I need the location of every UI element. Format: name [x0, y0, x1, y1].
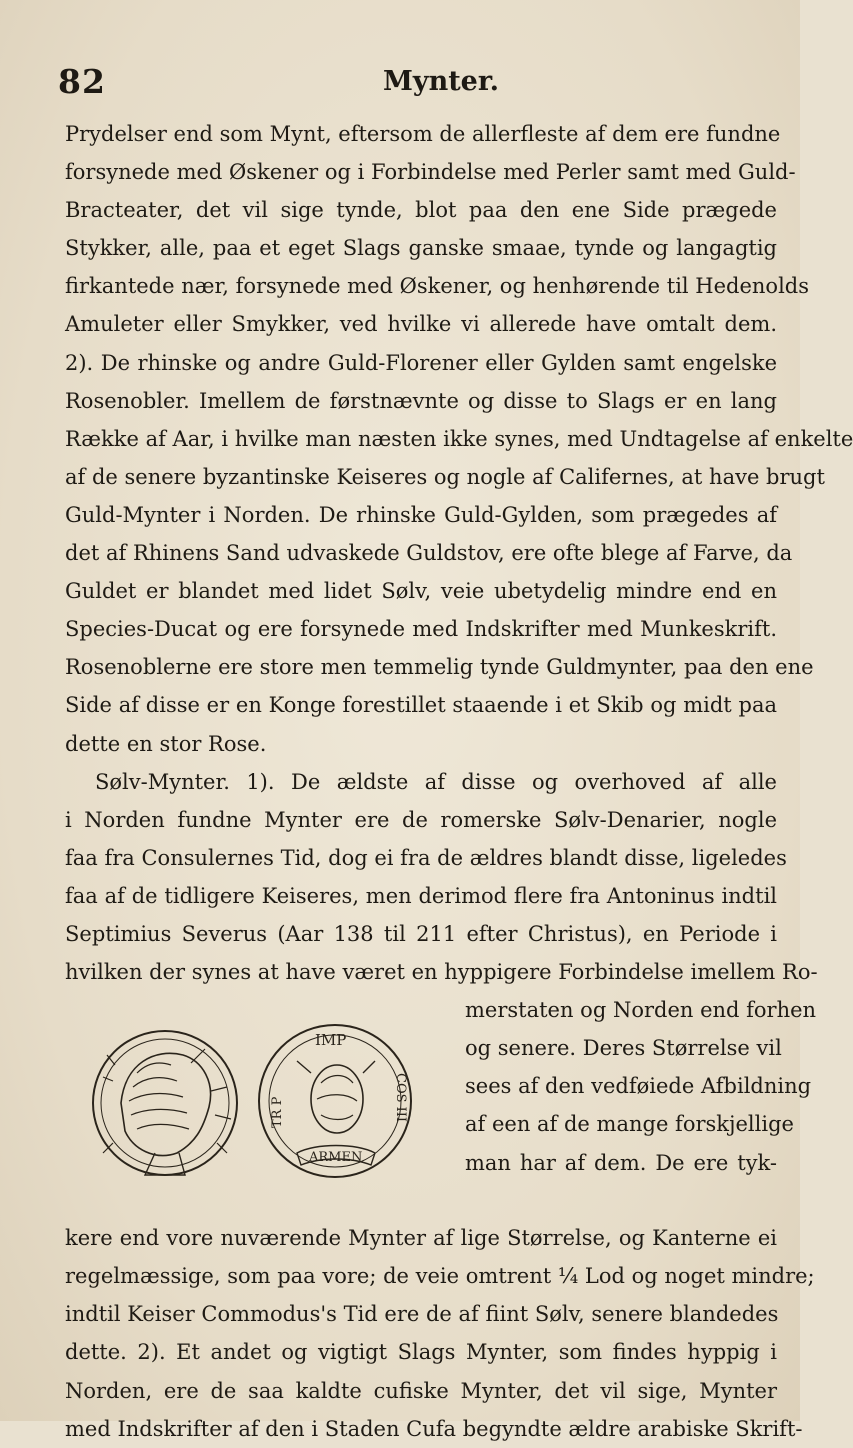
text-line: dette. 2). Et andet og vigtigt Slags Mynter, som findes hyppig i [65, 1340, 777, 1365]
coin-legend-right: COS III [393, 1073, 408, 1123]
coin-reverse [259, 1025, 411, 1177]
coin-banner-text: ARMEN [309, 1150, 363, 1166]
text-line: kere end vore nuværende Mynter af lige Størrelse, og Kanterne ei [65, 1226, 777, 1251]
coin-legend-top: IMP [315, 1031, 347, 1050]
text-line: merstaten og Norden end forhen [465, 998, 817, 1023]
text-line: Række af Aar, i hvilke man næsten ikke synes, med Undtagelse af enkelte [65, 426, 853, 451]
text-line: Guld-Mynter i Norden. De rhinske Guld-Gylden, som prægedes af [65, 502, 777, 527]
coin-legend-left: TR P [270, 1096, 285, 1129]
running-head: Mynter. [383, 66, 500, 97]
text-line: faa fra Consulernes Tid, dog ei fra de ældres blandt disse, ligeledes [65, 845, 787, 870]
text-line: firkantede nær, forsynede med Øskener, og henhørende til Hedenolds [65, 274, 810, 299]
roman-denarius-illustration [85, 1003, 425, 1208]
text-line: faa af de tidligere Keiseres, men derimod flere fra Antoninus indtil [65, 883, 777, 908]
page-header [58, 62, 758, 102]
text-line: i Norden fundne Mynter ere de romerske Sølv-Denarier, nogle [65, 807, 777, 832]
text-line: hvilken der synes at have været en hyppigere Forbindelse imellem Ro- [65, 960, 818, 985]
coin-obverse [93, 1031, 237, 1175]
text-line: Bracteater, det vil sige tynde, blot paa den ene Side prægede [65, 198, 777, 223]
text-line: af een af de mange forskjellige [465, 1112, 794, 1137]
text-line: indtil Keiser Commodus's Tid ere de af fiint Sølv, senere blandedes [65, 1302, 779, 1327]
text-line: Sølv-Mynter. 1). De ældste af disse og overhoved af alle [95, 769, 777, 794]
text-line: af de senere byzantinske Keiseres og nogle af Califernes, at have brugt [65, 464, 825, 489]
text-line: med Indskrifter af den i Staden Cufa begyndte ældre arabiske Skrift- [65, 1416, 803, 1441]
text-line: og senere. Deres Størrelse vil [465, 1036, 782, 1061]
text-line: Side af disse er en Konge forestillet staaende i et Skib og midt paa [65, 693, 777, 718]
side-text [465, 991, 817, 1181]
text-line: regelmæssige, som paa vore; de veie omtrent ¼ Lod og noget mindre; [65, 1264, 815, 1289]
body-text [65, 115, 853, 1448]
text-line: Rosenoblerne ere store men temmelig tynde Guldmynter, paa den ene [65, 655, 814, 680]
text-line: Rosenobler. Imellem de førstnævnte og disse to Slags er en lang [65, 388, 777, 413]
text-line: Stykker, alle, paa et eget Slags ganske smaae, tynde og langagtig [65, 236, 777, 261]
text-line: Species-Ducat og ere forsynede med Indskrifter med Munkeskrift. [65, 617, 777, 642]
text-line: Guldet er blandet med lidet Sølv, veie ubetydelig mindre end en [65, 579, 777, 604]
text-line: Prydelser end som Mynt, eftersom de allerfleste af dem ere fundne [65, 122, 781, 146]
text-line: Amuleter eller Smykker, ved hvilke vi allerede have omtalt dem. [65, 312, 777, 337]
text-line: 2). De rhinske og andre Guld-Florener eller Gylden samt engelske [65, 350, 777, 375]
text-line: sees af den vedføiede Afbildning [465, 1074, 812, 1099]
text-line: Septimius Severus (Aar 138 til 211 efter Christus), en Periode i [65, 921, 777, 946]
text-line: man har af dem. De ere tyk- [465, 1150, 777, 1175]
figure-block [65, 991, 817, 1219]
text-line: det af Rhinens Sand udvaskede Guldstov, ere ofte blege af Farve, da [65, 541, 793, 566]
text-line: forsynede med Øskener og i Forbindelse med Perler samt med Guld- [65, 160, 796, 185]
page-number: 82 [58, 62, 106, 101]
text-line: dette en stor Rose. [65, 731, 267, 756]
text-line: Norden, ere de saa kaldte cufiske Mynter, det vil sige, Mynter [65, 1378, 777, 1403]
